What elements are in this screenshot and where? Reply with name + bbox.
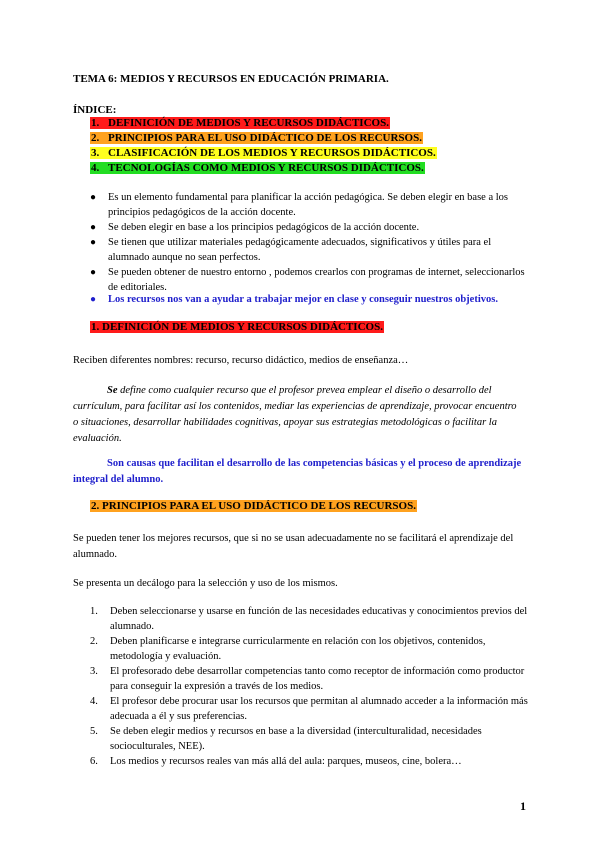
list-item: 3. El profesorado debe desarrollar competencias tanto como receptor de información como productor para conseguir la expresión a través de los medios. bbox=[90, 666, 525, 692]
section-2-intro: Se presenta un decálogo para la selección y uso de los mismos. bbox=[73, 578, 338, 589]
section-2-heading: 2. PRINCIPIOS PARA EL USO DIDÁCTICO DE LOS RECURSOS. bbox=[91, 500, 416, 512]
list-item: 4. El profesor debe procurar usar los recursos que permitan al alumnado acceder a la información más adecuada a él y sus preferencias. bbox=[90, 696, 528, 722]
section-1-paragraph: Reciben diferentes nombres: recurso, recurso didáctico, medios de enseñanza… bbox=[73, 355, 409, 366]
bullet-item-highlight: ● Los recursos nos van a ayudar a trabajar mejor en clase y conseguir nuestros objetivos. bbox=[90, 294, 498, 305]
toc-item-4: 4. TECNOLOGÍAS COMO MEDIOS Y RECURSOS DIDÁCTICOS. bbox=[91, 162, 424, 174]
list-item: 1. Deben seleccionarse y usarse en función de las necesidades educativas y conocimientos previos del alumnado. bbox=[90, 606, 528, 632]
list-item: 2. Deben planificarse e integrarse curricularmente en relación con los objetivos, contenidos, metodología y evaluación. bbox=[90, 636, 486, 662]
section-1-summary: Son causas que facilitan el desarrollo de las competencias básicas y el proceso de aprendizaje integral del alumno. bbox=[73, 458, 522, 485]
toc-item-2: 2. PRINCIPIOS PARA EL USO DIDÁCTICO DE LOS RECURSOS. bbox=[91, 132, 422, 144]
document-title: TEMA 6: MEDIOS Y RECURSOS EN EDUCACIÓN PRIMARIA. bbox=[73, 73, 389, 85]
bullet-icon: ● bbox=[90, 192, 97, 203]
section-1-definition: Se define como cualquier recurso que el profesor prevea emplear el diseño o desarrollo del currículum, para facilitar así los contenidos, mediar las experiencias de aprendizaje, provocar encuentro o situaciones, desarrollar habilidades cognitivas, apoyar sus estrategias metodológicas o facilitar la evaluación. bbox=[73, 385, 517, 444]
bullet-icon: ● bbox=[90, 267, 97, 278]
bullet-icon: ● bbox=[90, 222, 97, 233]
section-2-paragraph: Se pueden tener los mejores recursos, que si no se usan adecuadamente no se facilitará el aprendizaje del alumnado. bbox=[73, 533, 514, 560]
bullet-icon: ● bbox=[90, 237, 97, 248]
bullet-item: ● Se tienen que utilizar materiales pedagógicamente adecuados, significativos y útiles para el alumnado aunque no sean perfectos. bbox=[90, 237, 492, 263]
section-1-heading: 1. DEFINICIÓN DE MEDIOS Y RECURSOS DIDÁCTICOS. bbox=[91, 321, 383, 333]
toc-item-3: 3. CLASIFICACIÓN DE LOS MEDIOS Y RECURSOS DIDÁCTICOS. bbox=[91, 147, 436, 159]
list-item: 5. Se deben elegir medios y recursos en base a la diversidad (interculturalidad, necesidades socioculturales, NEE). bbox=[90, 726, 482, 752]
list-item: 6. Los medios y recursos reales van más allá del aula: parques, museos, cine, bolera… bbox=[90, 756, 462, 767]
bullet-item: ● Se deben elegir en base a los principios pedagógicos de la acción docente. bbox=[90, 222, 420, 233]
bullet-icon: ● bbox=[90, 294, 97, 305]
bullet-item: ● Es un elemento fundamental para planificar la acción pedagógica. Se deben elegir en base a los principios pedagógicos de la acción docente. bbox=[90, 192, 508, 218]
bullet-item: ● Se pueden obtener de nuestro entorno , podemos crearlos con programas de internet, seleccionarlos de editoriales. bbox=[90, 267, 525, 293]
index-heading: ÍNDICE: bbox=[73, 104, 117, 116]
toc-item-1: 1. DEFINICIÓN DE MEDIOS Y RECURSOS DIDÁCTICOS. bbox=[91, 117, 389, 129]
page-number: 1 bbox=[520, 799, 526, 813]
